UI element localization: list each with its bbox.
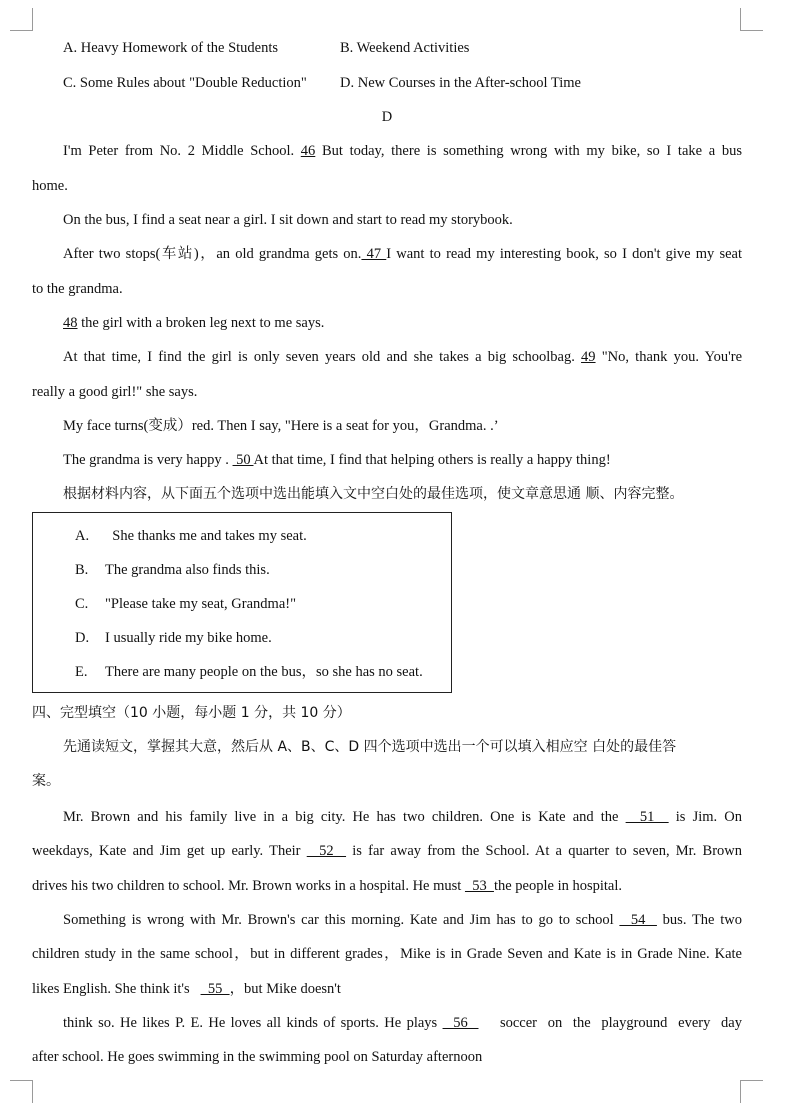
blank-53: 53 [464, 878, 494, 894]
blank-56: 56 [442, 1015, 479, 1031]
passage-line: I'm Peter from No. 2 Middle School. 46 But today, there is something wrong with my bike, so I take a bus [63, 143, 743, 159]
option-row [63, 73, 581, 93]
passage-line: think so. He likes P. E. He loves all kinds of sports. He plays 56 soccer on the playground every day [63, 1015, 742, 1031]
page-corner-mark [10, 1080, 33, 1103]
choice-item: D. I usually ride my bike home. [75, 630, 272, 646]
passage-line: 48 the girl with a broken leg next to me says. [63, 315, 325, 331]
choice-item: C. "Please take my seat, Grandma!" [75, 596, 297, 612]
passage-line: to the grandma. [32, 281, 123, 297]
choice-item: E. There are many people on the bus，so she has no seat. [75, 664, 423, 680]
blank-52: 52 [306, 843, 347, 859]
passage-line: Mr. Brown and his family live in a big city. He has two children. One is Kate and the 51 is Jim. On [63, 809, 743, 825]
blank-47: 47 [361, 246, 387, 262]
instruction-text: 案。 [32, 773, 60, 789]
passage-line: likes English. She think it's 55 ，but Mike doesn't [32, 981, 341, 997]
blank-49: 49 [581, 349, 596, 365]
passage-line: children study in the same school，but in different grades，Mike is in Grade Seven and Kate is in Grade Nine. Kate [32, 946, 742, 962]
page-corner-mark [740, 1080, 763, 1103]
page-corner-mark [10, 8, 33, 31]
passage-line: After two stops(车站)，an old grandma gets on. 47 I want to read my interesting book, so I don't give my seat [63, 246, 743, 262]
option-b: B. Weekend Activities [340, 40, 470, 56]
section-heading: 四、完型填空（10 小题，每小题 1 分，共 10 分） [32, 705, 351, 721]
choice-item: B. The grandma also finds this. [75, 562, 270, 578]
passage-line: weekdays, Kate and Jim get up early. Their 52 is far away from the School. At a quarter to seven, Mr. Brown [32, 843, 743, 859]
blank-46: 46 [300, 143, 316, 159]
blank-55: 55 [200, 981, 230, 997]
section-letter: D [381, 109, 393, 125]
page-corner-mark [740, 8, 763, 31]
instruction-text: 根据材料内容，从下面五个选项中选出能填入文中空白处的最佳选项，使文章意思通 顺、内容完整。 [63, 486, 684, 502]
passage-line: after school. He goes swimming in the swimming pool on Saturday afternoon [32, 1049, 483, 1065]
passage-line: Something is wrong with Mr. Brown's car this morning. Kate and Jim has to go to school 54 bus. The two [63, 912, 742, 928]
passage-line: At that time, I find the girl is only seven years old and she takes a big schoolbag. 49 "No, thank you. You're [63, 349, 743, 365]
option-row [63, 38, 469, 58]
instruction-text: 先通读短文，掌握其大意，然后从 A、B、C、D 四个选项中选出一个可以填入相应空 白处的最佳答 [63, 739, 677, 755]
passage-line: drives his two children to school. Mr. Brown works in a hospital. He must 53 the people in hospital. [32, 878, 623, 894]
passage-line: home. [32, 178, 68, 194]
blank-54: 54 [619, 912, 657, 928]
blank-50: 50 [232, 452, 254, 468]
choice-item: A. She thanks me and takes my seat. [75, 528, 307, 544]
option-d: D. New Courses in the After-school Time [340, 75, 581, 91]
passage-line: On the bus, I find a seat near a girl. I sit down and start to read my storybook. [63, 212, 513, 228]
choice-box [32, 512, 452, 693]
blank-48: 48 [63, 315, 78, 331]
option-a: A. Heavy Homework of the Students [63, 40, 279, 56]
option-c: C. Some Rules about "Double Reduction" [63, 75, 307, 91]
passage-line: really a good girl!" she says. [32, 384, 198, 400]
blank-51: 51 [625, 809, 669, 825]
passage-line: My face turns(变成）red. Then I say, "Here is a seat for you，Grandma. .’ [63, 418, 499, 434]
passage-line: The grandma is very happy . 50 At that time, I find that helping others is really a happy thing! [63, 452, 611, 468]
